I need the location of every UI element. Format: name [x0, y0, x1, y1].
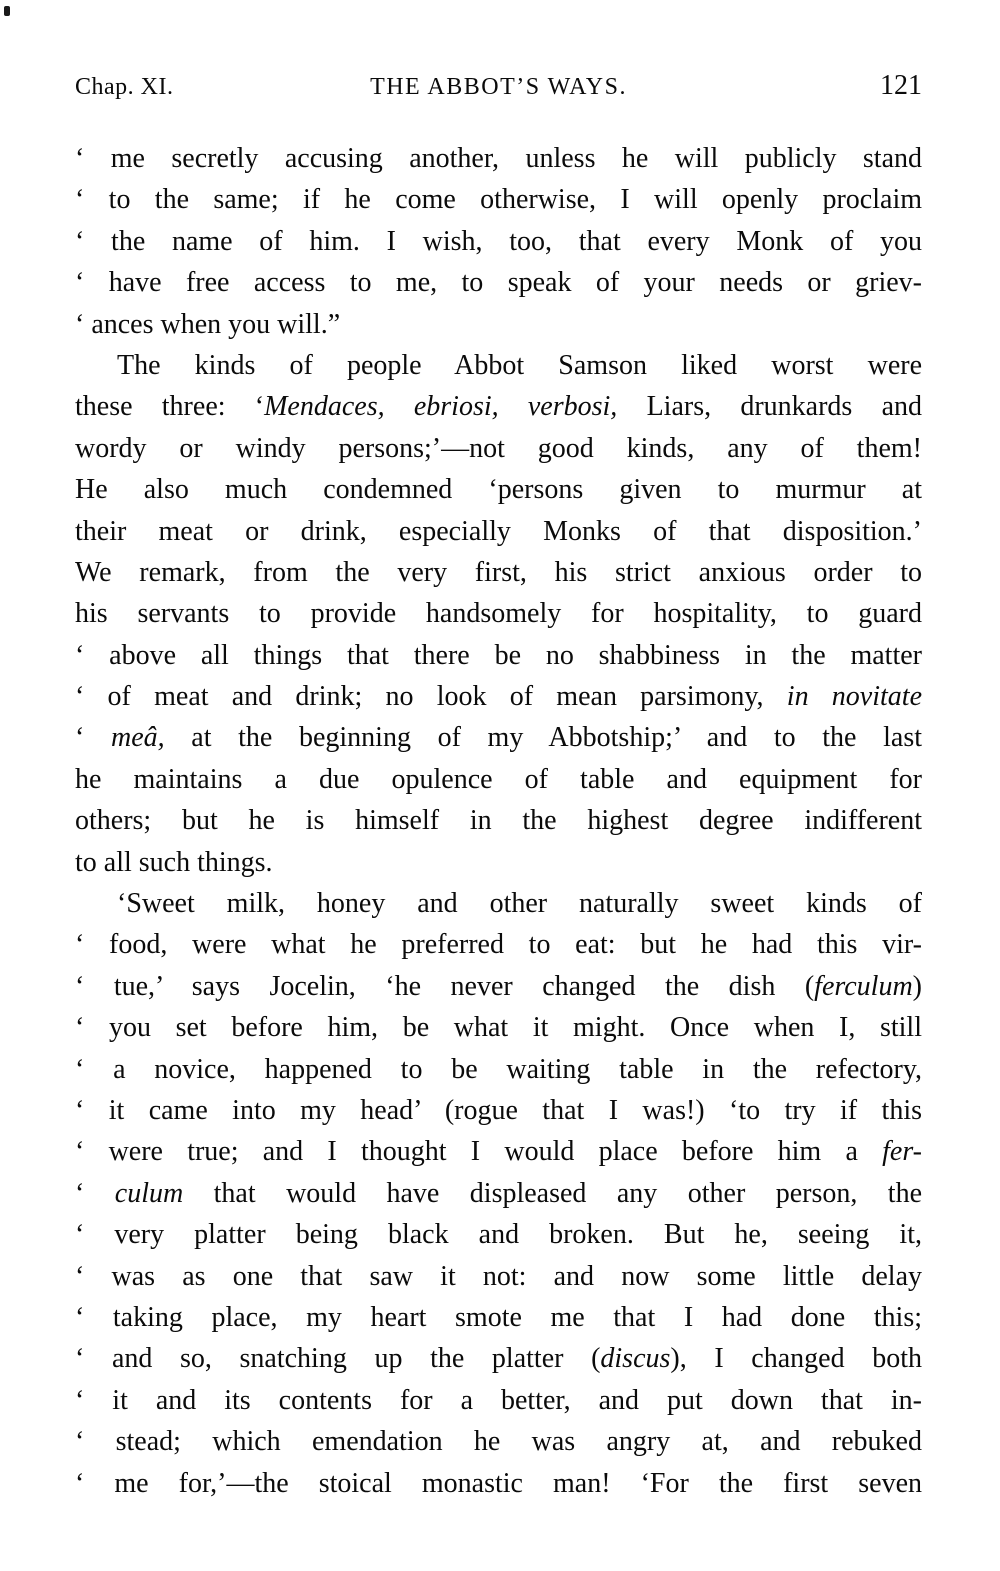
body-text: ‘ food, were what he preferred to eat: but he had this vir-	[75, 929, 922, 961]
italic-text: meâ,	[110, 722, 165, 754]
body-text: ‘ and so, snatching up the platter (	[75, 1343, 601, 1375]
running-header	[75, 70, 922, 102]
text-line	[75, 717, 922, 758]
body-text: that would have displeased any other person, the	[183, 1177, 922, 1209]
header-title: THE ABBOT’S WAYS.	[370, 74, 627, 100]
text-line	[75, 262, 922, 303]
body-text: We remark, from the very first, his strict anxious order to	[75, 556, 922, 588]
text-line	[75, 386, 922, 427]
text-line	[75, 676, 922, 717]
italic-text: fer-	[882, 1136, 922, 1168]
body-text: He also much condemned ‘persons given to murmur at	[75, 474, 922, 506]
body-text: ‘ the name of him. I wish, too, that every Monk of you	[75, 225, 922, 257]
text-line	[75, 221, 922, 262]
italic-text: in novitate	[786, 681, 922, 713]
italic-text: Mendaces, ebriosi, verbosi,	[264, 391, 618, 423]
body-text: ‘ me secretly accusing another, unless he will publicly stand	[75, 143, 922, 174]
body-text: ‘ was as one that saw it not: and now some little delay	[75, 1260, 922, 1292]
text-line	[75, 842, 922, 883]
text-line	[75, 511, 922, 552]
scan-artifact	[4, 6, 10, 16]
body-text: ), I changed both	[670, 1343, 922, 1375]
body-text: ‘Sweet milk, honey and other naturally sweet kinds of	[117, 888, 922, 920]
text-line	[75, 304, 922, 345]
text-line	[75, 1338, 922, 1379]
italic-text: culum	[114, 1177, 184, 1209]
text-block	[75, 138, 922, 1504]
text-line	[75, 552, 922, 593]
italic-text: discus	[600, 1343, 671, 1375]
text-line	[75, 1049, 922, 1090]
text-line	[75, 1256, 922, 1297]
text-line	[75, 428, 922, 469]
text-line	[75, 1421, 922, 1462]
text-line	[75, 469, 922, 510]
body-text: ‘ have free access to me, to speak of your needs or griev-	[75, 267, 922, 299]
italic-text: ferculum	[814, 970, 913, 1002]
body-text: at the beginning of my Abbotship;’ and to the last	[164, 722, 922, 754]
text-line	[75, 966, 922, 1007]
body-text: to all such things.	[75, 846, 273, 878]
body-text: ‘	[75, 1177, 115, 1209]
text-line	[75, 179, 922, 220]
body-text: ‘ tue,’ says Jocelin, ‘he never changed the dish (	[75, 970, 815, 1002]
body-text: ‘ ances when you will.”	[75, 308, 341, 340]
text-line	[75, 1131, 922, 1172]
body-text: ‘ you set before him, be what it might. Once when I, still	[75, 1012, 922, 1044]
body-text: The kinds of people Abbot Samson liked worst were	[117, 349, 922, 381]
header-chapter-label: Chap. XI.	[75, 74, 174, 100]
body-text: ‘ very platter being black and broken. But he, seeing it,	[75, 1219, 922, 1251]
text-line	[75, 1297, 922, 1338]
header-page-number: 121	[880, 70, 922, 101]
body-text: ‘ above all things that there be no shabbiness in the matter	[75, 639, 922, 671]
body-text: ‘ it and its contents for a better, and put down that in-	[75, 1384, 922, 1416]
text-line	[75, 1007, 922, 1048]
body-text: ‘ were true; and I thought I would place before him a	[75, 1136, 883, 1168]
body-text: he maintains a due opulence of table and equipment for	[75, 763, 922, 795]
text-line	[75, 1173, 922, 1214]
text-line	[75, 1090, 922, 1131]
body-text: wordy or windy persons;’—not good kinds, any of them!	[75, 432, 922, 464]
body-text: ‘ to the same; if he come otherwise, I will openly proclaim	[75, 184, 922, 216]
body-text: others; but he is himself in the highest degree indifferent	[75, 805, 922, 837]
body-text: )	[912, 970, 922, 1002]
text-line	[75, 138, 922, 179]
body-text: ‘ of meat and drink; no look of mean parsimony,	[75, 681, 787, 713]
text-line	[75, 1463, 922, 1504]
text-line	[75, 1380, 922, 1421]
text-line	[75, 1214, 922, 1255]
body-text: their meat or drink, especially Monks of that disposition.’	[75, 515, 922, 547]
text-line	[75, 345, 922, 386]
text-line	[75, 759, 922, 800]
text-line	[75, 800, 922, 841]
text-line	[75, 593, 922, 634]
text-line	[75, 883, 922, 924]
body-text: ‘	[75, 722, 111, 754]
text-line	[75, 635, 922, 676]
body-text: ‘ taking place, my heart smote me that I had done this;	[75, 1301, 922, 1333]
body-text: ‘ me for,’—the stoical monastic man! ‘For the first seven	[75, 1467, 922, 1499]
body-text: ‘ stead; which emendation he was angry at, and rebuked	[75, 1426, 922, 1458]
body-text: ‘ a novice, happened to be waiting table in the refectory,	[75, 1053, 922, 1085]
body-text: Liars, drunkards and	[617, 391, 922, 423]
body-text: ‘ it came into my head’ (rogue that I was!) ‘to try if this	[75, 1094, 922, 1126]
body-text: these three: ‘	[75, 391, 265, 423]
body-text: his servants to provide handsomely for hospitality, to guard	[75, 598, 922, 630]
text-line	[75, 924, 922, 965]
